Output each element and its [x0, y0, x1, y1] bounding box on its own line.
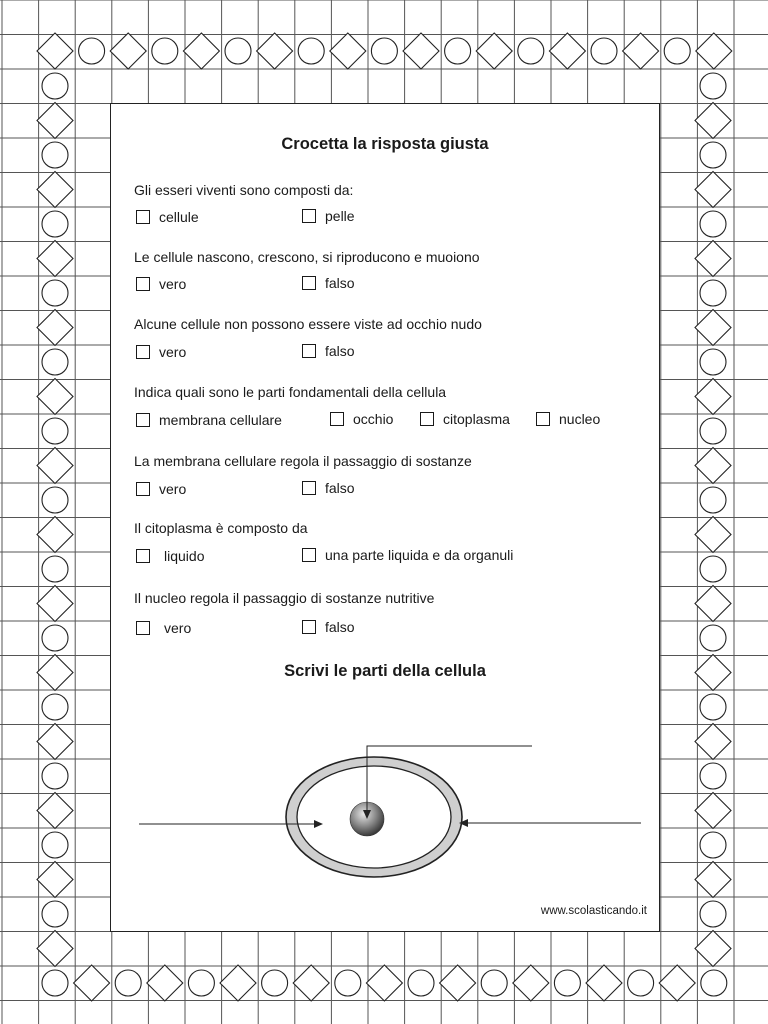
option-q4-1[interactable]: membrana cellulare: [136, 412, 282, 428]
diamond-ornament: [37, 862, 73, 898]
diamond-ornament: [147, 965, 183, 1001]
diamond-ornament: [37, 379, 73, 415]
circle-ornament: [79, 38, 105, 64]
diamond-ornament: [695, 931, 731, 967]
circle-ornament: [42, 211, 68, 237]
option-q7-2[interactable]: falso: [302, 619, 355, 635]
diamond-ornament: [37, 586, 73, 622]
circle-ornament: [42, 763, 68, 789]
diamond-ornament: [37, 655, 73, 691]
question-7: Il nucleo regola il passaggio di sostanze nutritive: [134, 590, 435, 606]
question-3: Alcune cellule non possono essere viste ad occhio nudo: [134, 316, 482, 332]
diamond-ornament: [37, 310, 73, 346]
circle-ornament: [518, 38, 544, 64]
diamond-ornament: [695, 586, 731, 622]
circle-ornament: [115, 970, 141, 996]
circle-ornament: [700, 73, 726, 99]
option-q3-1[interactable]: vero: [136, 344, 186, 360]
diamond-ornament: [293, 965, 329, 1001]
diamond-ornament: [37, 931, 73, 967]
diamond-ornament: [696, 33, 732, 69]
circle-ornament: [664, 38, 690, 64]
website-footer: www.scolasticando.it: [540, 905, 647, 917]
circle-ornament: [700, 349, 726, 375]
circle-ornament: [188, 970, 214, 996]
cell-diagram: [111, 104, 659, 931]
circle-ornament: [481, 970, 507, 996]
diamond-ornament: [695, 793, 731, 829]
diamond-ornament: [37, 241, 73, 277]
diamond-ornament: [330, 33, 366, 69]
diamond-ornament: [440, 965, 476, 1001]
circle-ornament: [298, 38, 324, 64]
option-q5-1[interactable]: vero: [136, 481, 186, 497]
option-q3-2[interactable]: falso: [302, 343, 355, 359]
diamond-ornament: [695, 103, 731, 139]
diamond-ornament: [695, 724, 731, 760]
circle-ornament: [628, 970, 654, 996]
diamond-ornament: [695, 310, 731, 346]
circle-ornament: [42, 694, 68, 720]
circle-ornament: [700, 280, 726, 306]
circle-ornament: [445, 38, 471, 64]
option-q2-1[interactable]: vero: [136, 276, 186, 292]
diamond-ornament: [37, 517, 73, 553]
circle-ornament: [42, 142, 68, 168]
diamond-ornament: [623, 33, 659, 69]
diamond-ornament: [549, 33, 585, 69]
circle-ornament: [262, 970, 288, 996]
diamond-ornament: [37, 103, 73, 139]
diamond-ornament: [257, 33, 293, 69]
diamond-ornament: [74, 965, 110, 1001]
circle-ornament: [700, 625, 726, 651]
diamond-ornament: [37, 724, 73, 760]
option-q7-1[interactable]: vero: [136, 620, 191, 636]
option-q5-2[interactable]: falso: [302, 480, 355, 496]
circle-ornament: [700, 556, 726, 582]
question-2: Le cellule nascono, crescono, si riproducono e muoiono: [134, 249, 480, 265]
circle-ornament: [700, 763, 726, 789]
diamond-ornament: [695, 655, 731, 691]
diamond-ornament: [695, 379, 731, 415]
circle-ornament: [700, 694, 726, 720]
circle-ornament: [42, 280, 68, 306]
question-1: Gli esseri viventi sono composti da:: [134, 182, 354, 198]
diamond-ornament: [476, 33, 512, 69]
circle-ornament: [42, 349, 68, 375]
circle-ornament: [700, 418, 726, 444]
diamond-ornament: [366, 965, 402, 1001]
diamond-ornament: [37, 172, 73, 208]
option-q1-2[interactable]: pelle: [302, 208, 355, 224]
circle-ornament: [591, 38, 617, 64]
option-q6-2[interactable]: una parte liquida e da organuli: [302, 547, 513, 563]
circle-ornament: [335, 970, 361, 996]
circle-ornament: [42, 832, 68, 858]
diamond-ornament: [695, 172, 731, 208]
circle-ornament: [700, 832, 726, 858]
circle-ornament: [700, 487, 726, 513]
circle-ornament: [42, 487, 68, 513]
option-q4-2[interactable]: occhio: [330, 411, 393, 427]
page-title: Crocetta la risposta giusta: [281, 135, 489, 153]
option-q4-3[interactable]: citoplasma: [420, 411, 510, 427]
option-q1-1[interactable]: cellule: [136, 209, 199, 225]
diamond-ornament: [183, 33, 219, 69]
diamond-ornament: [695, 448, 731, 484]
option-q6-1[interactable]: liquido: [136, 548, 204, 564]
circle-ornament: [700, 211, 726, 237]
circle-ornament: [554, 970, 580, 996]
diamond-ornament: [37, 793, 73, 829]
diamond-ornament: [695, 862, 731, 898]
diamond-ornament: [695, 517, 731, 553]
circle-ornament: [408, 970, 434, 996]
circle-ornament: [225, 38, 251, 64]
option-q4-4[interactable]: nucleo: [536, 411, 600, 427]
circle-ornament: [371, 38, 397, 64]
circle-ornament: [42, 556, 68, 582]
diamond-ornament: [37, 33, 73, 69]
worksheet: [110, 103, 660, 932]
diamond-ornament: [586, 965, 622, 1001]
diamond-ornament: [659, 965, 695, 1001]
diamond-ornament: [403, 33, 439, 69]
question-5: La membrana cellulare regola il passaggio di sostanze: [134, 453, 472, 469]
circle-ornament: [42, 970, 68, 996]
diamond-ornament: [695, 241, 731, 277]
diamond-ornament: [110, 33, 146, 69]
circle-ornament: [152, 38, 178, 64]
circle-ornament: [42, 73, 68, 99]
circle-ornament: [701, 970, 727, 996]
diamond-ornament: [220, 965, 256, 1001]
circle-ornament: [700, 142, 726, 168]
diamond-ornament: [37, 448, 73, 484]
question-6: Il citoplasma è composto da: [134, 520, 308, 536]
circle-ornament: [42, 625, 68, 651]
section-title: Scrivi le parti della cellula: [284, 662, 486, 680]
circle-ornament: [700, 901, 726, 927]
question-4: Indica quali sono le parti fondamentali della cellula: [134, 384, 447, 400]
circle-ornament: [42, 418, 68, 444]
circle-ornament: [42, 901, 68, 927]
diamond-ornament: [513, 965, 549, 1001]
option-q2-2[interactable]: falso: [302, 275, 355, 291]
